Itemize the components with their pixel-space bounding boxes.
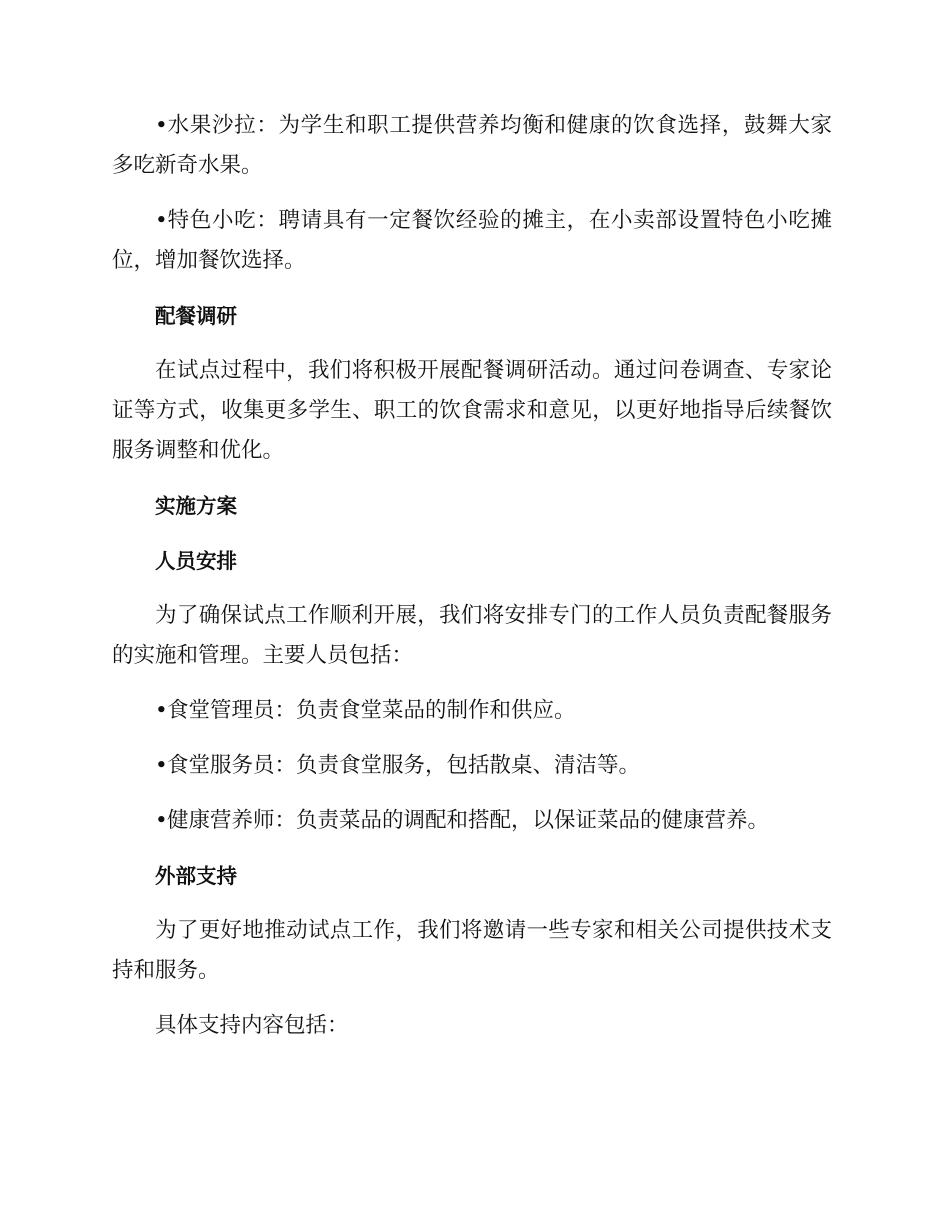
bullet-item-snacks [112,201,832,281]
bullet-dot-icon: • [155,113,168,138]
bullet-text: 健康营养师：负责菜品的调配和搭配，以保证菜品的健康营养。 [167,808,770,833]
bullet-text: 食堂管理员：负责食堂菜品的制作和供应。 [167,698,576,723]
section-heading-implementation: 实施方案 [155,494,237,518]
bullet-dot-icon: • [155,753,168,778]
section-heading-staffing: 人员安排 [155,549,237,573]
paragraph-survey: 在试点过程中，我们将积极开展配餐调研活动。通过问卷调查、专家论证等方式，收集更多学生、职工的饮食需求和意见，以更好地指导后续餐饮服务调整和优化。 [112,358,832,463]
paragraph-staffing: 为了确保试点工作顺利开展，我们将安排专门的工作人员负责配餐服务的实施和管理。主要人员包括： [112,603,832,668]
section-heading-external-support: 外部支持 [155,864,237,888]
bullet-text: 食堂服务员：负责食堂服务，包括散桌、清洁等。 [167,753,641,778]
bullet-dot-icon: • [155,698,168,723]
bullet-dot-icon: • [155,208,168,233]
bullet-text: 特色小吃：聘请具有一定餐饮经验的摊主，在小卖部设置特色小吃摊位，增加餐饮选择。 [112,208,832,273]
section-heading-catering-survey: 配餐调研 [155,304,237,328]
document-body [112,106,832,1061]
bullet-item-nutritionist [112,801,832,841]
bullet-item-canteen-staff [112,746,832,786]
paragraph-support-contents: 具体支持内容包括： [155,1013,349,1038]
bullet-text: 水果沙拉：为学生和职工提供营养均衡和健康的饮食选择，鼓舞大家多吃新奇水果。 [112,113,832,178]
bullet-item-fruit-salad [112,106,832,186]
bullet-dot-icon: • [155,808,168,833]
bullet-item-canteen-manager [112,691,832,731]
paragraph-external-support: 为了更好地推动试点工作，我们将邀请一些专家和相关公司提供技术支持和服务。 [112,918,832,983]
